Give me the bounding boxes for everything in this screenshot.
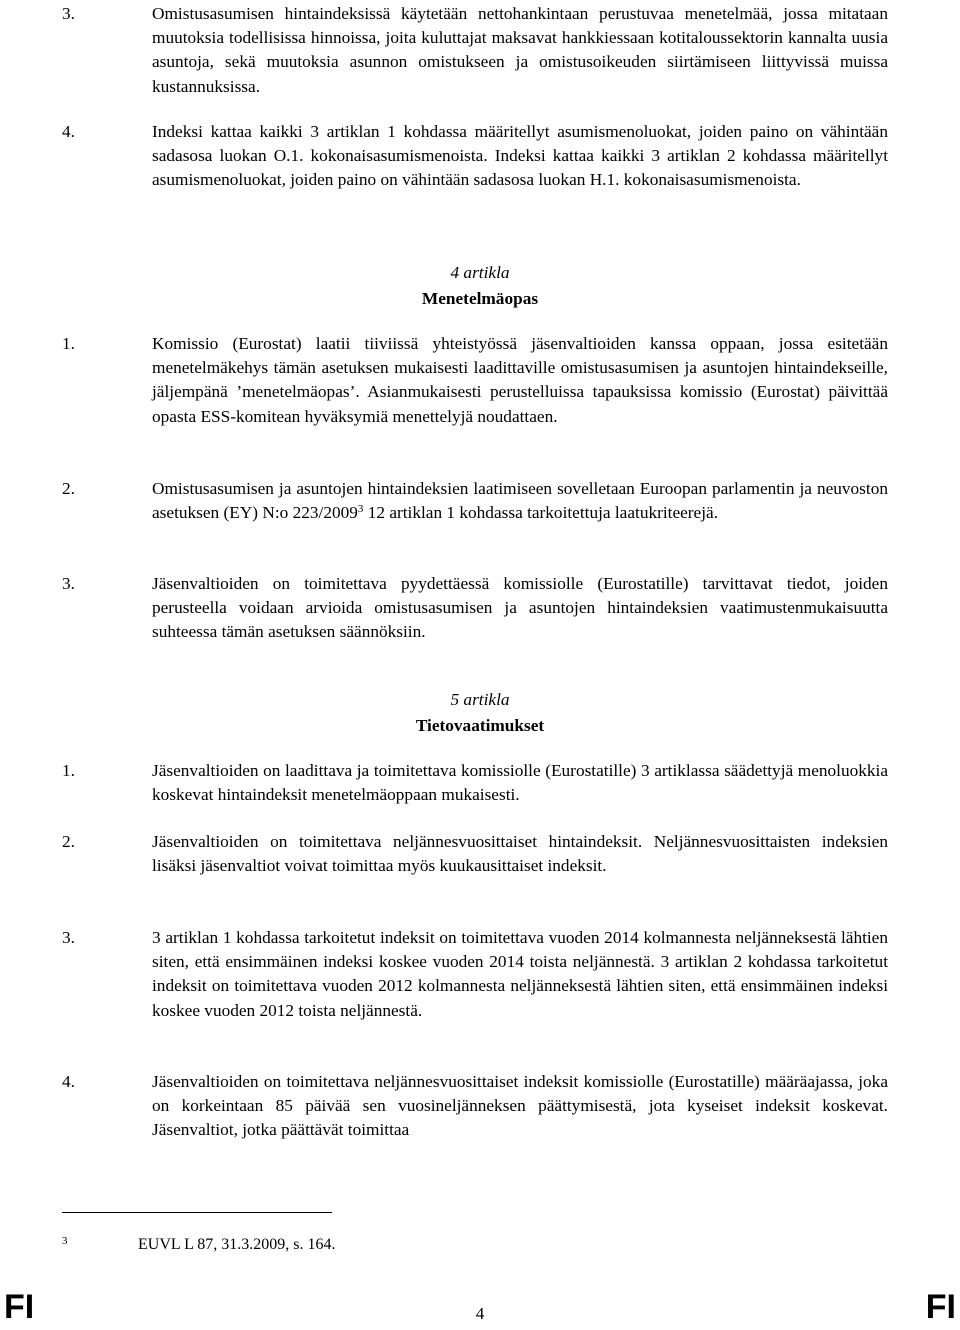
paragraph-text — [152, 477, 888, 525]
paragraph-number: 4. — [62, 122, 75, 141]
paragraph-number: 1. — [62, 761, 75, 780]
paragraph-text-before: Omistusasumisen ja asuntojen hintaindeksien laatimiseen sovelletaan Euroopan parlamentin ja neuvoston asetuksen (EY) N:o 223/2009 — [152, 479, 888, 523]
article-label: 4 artikla — [450, 263, 510, 282]
footnote-reference: 3 — [357, 503, 364, 516]
footnote-number: 3 — [62, 1235, 68, 1247]
paragraph-number: 3. — [62, 4, 75, 23]
article-4-paragraph-2 — [62, 477, 888, 525]
paragraph-text: Komissio (Eurostat) laatii tiiviissä yhteistyössä jäsenvaltioiden kanssa oppaan, jossa esitetään menetelmäkehys tämän asetuksen mukaisesti laadittaville omistusasumisen ja asuntojen hintaindekseille, jäljempänä ’menetelmäopas’. Asianmukaisesti perustelluissa tapauksissa komissio (Eurostat) päivittää opasta ESS-komitean hyväksymiä menettelyjä noudattaen. — [152, 334, 888, 426]
article-4-paragraph-1 — [62, 332, 888, 429]
article-4-heading — [300, 260, 660, 312]
paragraph-number: 2. — [62, 479, 75, 498]
paragraph-text: Indeksi kattaa kaikki 3 artiklan 1 kohdassa määritellyt asumismenoluokat, joiden paino on vähintään sadasosa luokan O.1. kokonaisasumismenoista. Indeksi kattaa kaikki 3 artiklan 2 kohdassa määritellyt asumismenoluokat, joiden paino on vähintään sadasosa luokan H.1. kokonaisasumismenoista. — [152, 122, 888, 190]
paragraph-text: Omistusasumisen hintaindeksissä käytetään nettohankintaan perustuvaa menetelmää, jossa mitataan muutoksia todellisissa hinnoissa, joita kuluttajat maksavat hankkiessaan kotitaloussektorin kannalta uusia asuntoja, sekä muutoksia asunnon omistukseen ja omistusoikeuden siirtämiseen liittyvissä muissa kustannuksissa. — [152, 4, 888, 96]
paragraph-number: 2. — [62, 832, 75, 851]
paragraph-number: 3. — [62, 574, 75, 593]
article-label: 5 artikla — [450, 690, 510, 709]
article-title: Tietovaatimukset — [415, 716, 545, 735]
footer-language-right: FI — [925, 1288, 956, 1326]
paragraph-number: 1. — [62, 334, 75, 353]
paragraph-3 — [62, 2, 888, 99]
article-5-paragraph-2 — [62, 830, 888, 878]
article-5-paragraph-1 — [62, 759, 888, 807]
paragraph-text-after: 12 artiklan 1 kohdassa tarkoitettuja laatukriteerejä. — [363, 503, 719, 523]
footer-language-left: FI — [4, 1288, 35, 1326]
footnote-text: EUVL L 87, 31.3.2009, s. 164. — [138, 1236, 336, 1253]
paragraph-text: Jäsenvaltioiden on toimitettava neljännesvuosittaiset hintaindeksit. Neljännesvuosittaisten indeksien lisäksi jäsenvaltiot voivat toimittaa myös kuukausittaiset indeksit. — [152, 832, 888, 876]
page-number: 4 — [475, 1304, 485, 1323]
paragraph-number: 3. — [62, 928, 75, 947]
paragraph-text: Jäsenvaltioiden on toimitettava neljännesvuosittaiset indeksit komissiolle (Eurostatille) määräajassa, joka on korkeintaan 85 päivää sen vuosineljänneksen päättymisestä, jota kyseiset indeksit koskevat. Jäsenvaltiot, jotka päättävät toimittaa — [152, 1072, 888, 1140]
article-5-paragraph-3 — [62, 926, 888, 1023]
paragraph-number: 4. — [62, 1072, 75, 1091]
article-5-paragraph-4 — [62, 1070, 888, 1143]
paragraph-text: Jäsenvaltioiden on laadittava ja toimitettava komissiolle (Eurostatille) 3 artiklassa säädettyjä menoluokkia koskevat hintaindeksit menetelmäoppaan mukaisesti. — [152, 761, 888, 805]
paragraph-4 — [62, 120, 888, 193]
article-title: Menetelmäopas — [421, 289, 539, 308]
article-4-paragraph-3 — [62, 572, 888, 645]
paragraph-text: Jäsenvaltioiden on toimitettava pyydettäessä komissiolle (Eurostatille) tarvittavat tiedot, joiden perusteella voidaan arvioida omistusasumisen ja asuntojen hintaindeksien vaatimustenmukaisuutta suhteessa tämän asetuksen säännöksiin. — [152, 574, 888, 642]
footnote-separator — [62, 1212, 332, 1213]
paragraph-text: 3 artiklan 1 kohdassa tarkoitetut indeksit on toimitettava vuoden 2014 kolmannesta neljänneksestä lähtien siten, että ensimmäinen indeksi koskee vuoden 2014 toista neljännestä. 3 artiklan 2 kohdassa tarkoitetut indeksit on toimitettava vuoden 2012 kolmannesta neljänneksestä lähtien siten, että ensimmäinen indeksi koskee vuoden 2012 toista neljännestä. — [152, 928, 888, 1020]
article-5-heading — [300, 687, 660, 739]
